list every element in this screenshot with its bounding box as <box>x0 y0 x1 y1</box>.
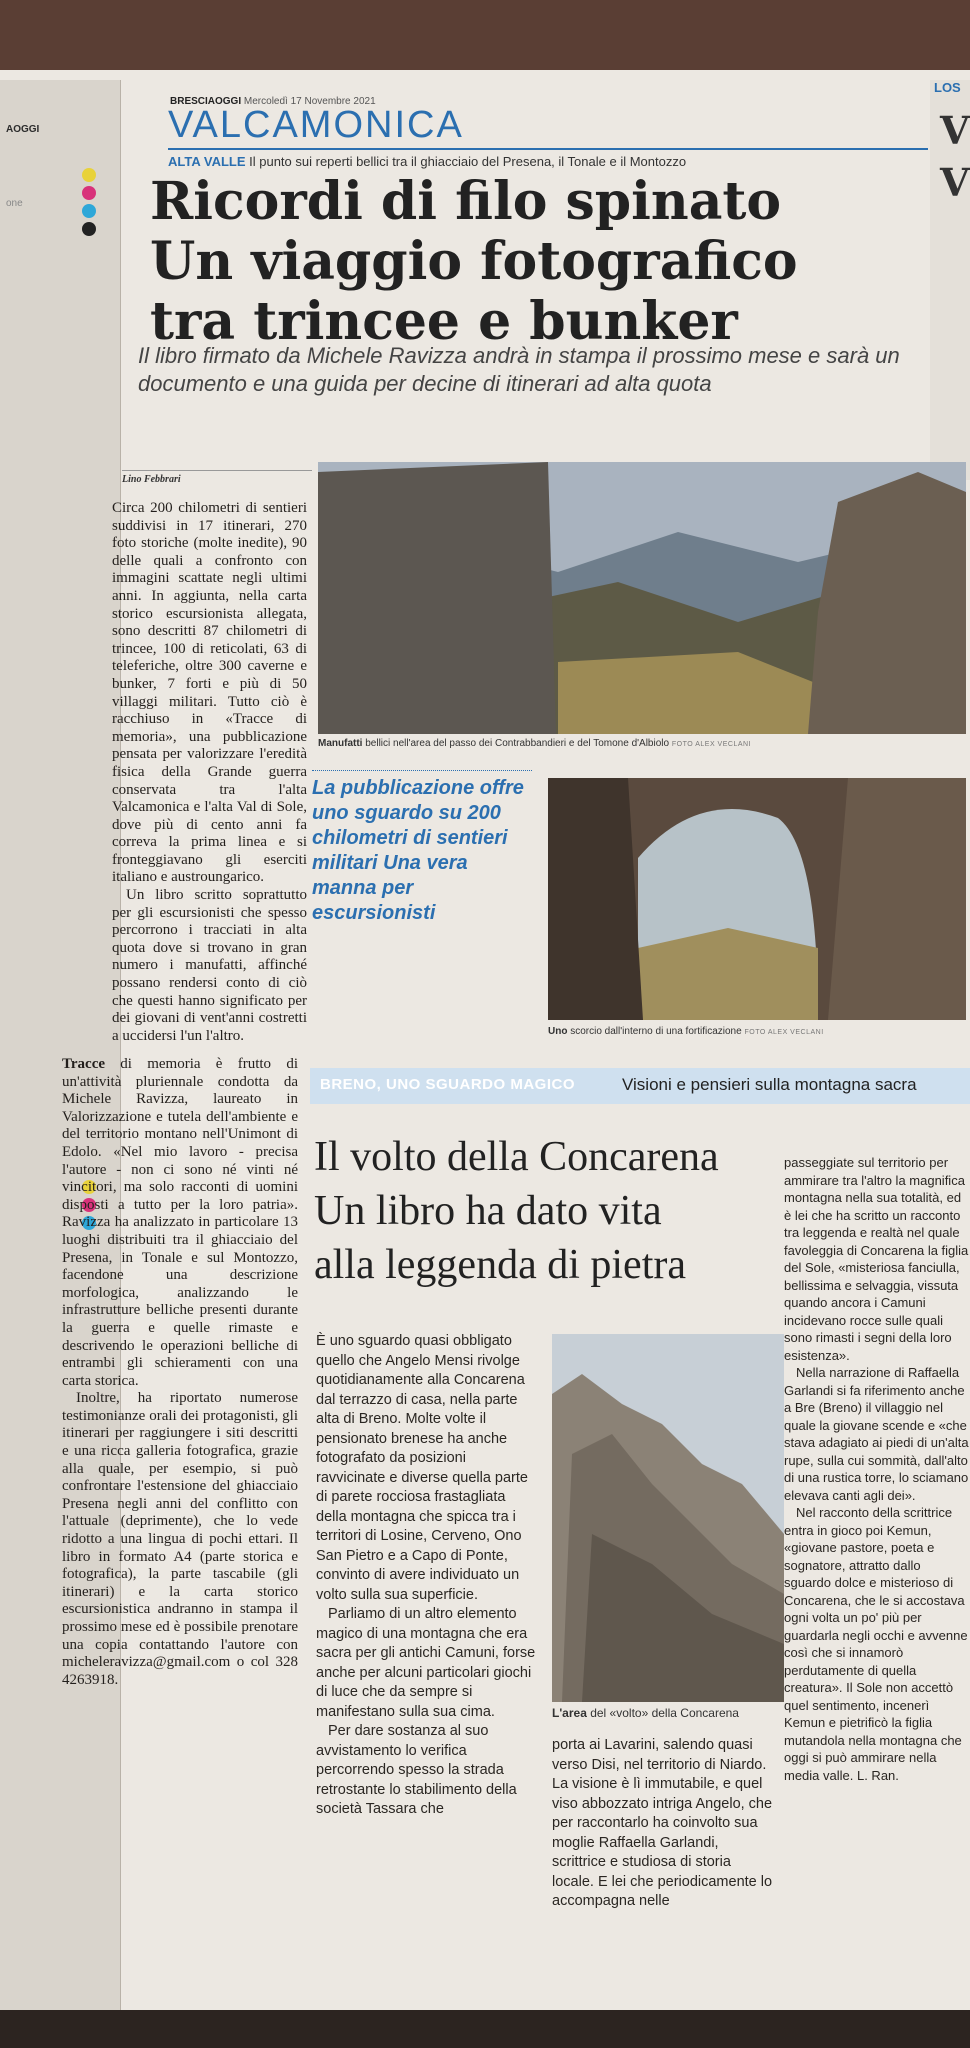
subheadline: Il libro firmato da Michele Ravizza andrà in stampa il prossimo mese e sarà un documento e una guida per decine di itinerari ad alta quota <box>138 343 900 396</box>
next-page-edge <box>930 80 970 480</box>
issue-date: Mercoledì 17 Novembre 2021 <box>243 96 376 107</box>
section-band <box>310 1068 970 1104</box>
caption-lead: Uno <box>548 1026 568 1037</box>
photo-mountain-ruins <box>318 462 966 734</box>
photo-caption <box>552 1706 739 1720</box>
paragraph: Un libro scritto soprattutto per gli escursionisti che spesso percorrono i tracciati in alta quota dove si trovano in gran numero i manufatti, affinché possano rendersi conto di ciò che questi hanno significato per dei giovani di vent'anni costretti a uccidersi l'un l'altro. <box>112 887 307 1044</box>
headline-line: alla leggenda di pietra <box>314 1242 686 1288</box>
lead-word: Tracce <box>62 1056 106 1072</box>
byline: Lino Febbrari <box>122 474 181 485</box>
section-title: VALCAMONICA <box>168 104 464 146</box>
paragraph: Per dare sostanza al suo avvistamento lo verifica percorrendo spesso la strada retrostante lo stabilimento della società Tassara che <box>316 1723 517 1817</box>
paragraph: Nella narrazione di Raffaella Garlandi si fa riferimento anche a Bre (Breno) il villaggio nel quale la giovane scende e «che stava adagiato ai piedi di un'alta rupe, sulla cui sommità, dall'alto di una rustica torre, lo sciamano elevava canti agli dei». <box>784 1365 969 1503</box>
main-headline <box>150 172 870 352</box>
background-strip <box>0 0 970 70</box>
pullquote: La pubblicazione offre uno sguardo su 200 chilometri di sentieri militari Una vera manna per escursionisti <box>312 777 524 924</box>
headline-line: tra trincee e bunker <box>150 291 738 352</box>
headline-line: Un libro ha dato vita <box>314 1188 662 1234</box>
article2-column-c <box>784 1154 970 2014</box>
paragraph: Inoltre, ha riportato numerose testimonianze orali dei protagonisti, gli itinerari per raggiungere i siti descritti e una ricca galleria fotografica, grazie alla quale, per esempio, si può confrontare l'estensione del ghiacciaio Presena negli anni del conflitto con l'attuale (deprimente), che lo vede ridotto a una lingua di pochi ettari. Il libro in formato A4 (parte storica e fotografica), la parte tascabile (gli itinerari) e la carta storico escursionistica andranno in stampa il prossimo mese ed è possibile prenotare una copia contattando l'autore con micheleravizza@gmail.com o col 328 4263918. <box>62 1390 298 1688</box>
article2-column-b <box>552 1736 776 1996</box>
next-page-letter: V <box>940 160 970 205</box>
masthead: BRESCIAOGGI <box>170 96 242 107</box>
paragraph-text: di memoria è frutto di un'attività pluriennale condotta da Michele Ravizza, laureato in Valorizzazione e tutela dell'ambiente e del territorio montano nell'Unimont di Edolo. «Nel mio lavoro - precisa l'autore - non ci sono né vinti né vincitori, ma solo racconti di uomini disposti a tutto per la loro patria». Ravizza ha analizzato in particolare 13 luoghi distribuiti tra il ghiacciaio del Presena, in Tonale e sul Montozzo, facendone una descrizione morfologica, analizzando le infrastrutture belliche presenti durante la guerra e quelle rimaste e descrivendo le operazioni belliche di entrambi gli schieramenti con una carta storica. <box>62 1056 298 1389</box>
paragraph: È uno sguardo quasi obbligato quello che Angelo Mensi rivolge quotidianamente alla Concarena dal terrazzo di casa, nella parte alta di Breno. Molte volte il pensionato brenese ha anche fotografato da posizioni ravvicinate e diverse quella parte di parete rocciosa frastagliata della montagna che spicca tra i territori di Losine, Cerveno, Ono San Pietro e a Capo di Ponte, convinto di avere individuato un volto sulla sua superficie. <box>316 1333 528 1603</box>
byline-rule <box>122 470 312 471</box>
article2-column-a <box>316 1332 538 2012</box>
photo-caption <box>318 738 751 749</box>
paragraph: Nel racconto della scrittrice entra in gioco poi Kemun, «giovane pastore, poeta e sognatore, attratto dallo sguardo dolce e misterioso di Concarena, che le si accostava ogni volta un po' più per guardarla negli occhi e avvenne così che si innamorò perdutamente di quella creatura». Il Sole non accettò quel sentimento, incenerì Kemun e pietrificò la figlia mutandola nella montagna che oggi si può ammirare nella media valle. L. Ran. <box>784 1505 968 1783</box>
headline-line: Ricordi di filo spinato <box>150 171 782 232</box>
color-dot <box>82 222 96 236</box>
color-dot <box>82 186 96 200</box>
left-page-mark: one <box>6 198 23 209</box>
color-dot <box>82 204 96 218</box>
photo-caption <box>548 1026 824 1037</box>
caption-lead: Manufatti <box>318 738 363 749</box>
photo-concarena <box>552 1334 784 1702</box>
photo-credit: FOTO ALEX VECLANI <box>744 1029 824 1036</box>
kicker-text: Il punto sui reperti bellici tra il ghiacciaio del Presena, il Tonale e il Montozzo <box>245 154 687 169</box>
pullquote-rule <box>312 770 532 773</box>
paragraph: Parliamo di un altro elemento magico di una montagna che era sacra per gli antichi Camuni, forse anche per alcuni particolari giochi di luce che da sempre si manifestano sulla sua cima. <box>316 1606 536 1720</box>
left-page-mark: AOGGI <box>6 124 40 135</box>
next-page-label: LOS <box>934 80 961 95</box>
caption-text: bellici nell'area del passo dei Contrabbandieri e del Tomone d'Albiolo <box>362 738 670 749</box>
caption-text: del «volto» della Concarena <box>586 1706 739 1720</box>
secondary-headline <box>314 1130 784 1292</box>
section-rule <box>168 148 928 150</box>
next-page-letter: V <box>940 108 970 153</box>
article-column-2 <box>62 1056 298 2016</box>
color-dot <box>82 168 96 182</box>
band-topic: Visioni e pensieri sulla montagna sacra <box>622 1075 917 1094</box>
photo-credit: FOTO ALEX VECLANI <box>671 741 752 748</box>
headline-line: Il volto della Concarena <box>314 1134 719 1180</box>
article-column-1 <box>112 500 307 1044</box>
kicker <box>168 154 686 169</box>
background-bottom <box>0 2010 970 2048</box>
kicker-label: ALTA VALLE <box>168 154 246 169</box>
photo-fortification-arch <box>548 778 966 1020</box>
headline-line: Un viaggio fotografico <box>150 231 798 292</box>
paragraph: Circa 200 chilometri di sentieri suddivisi in 17 itinerari, 270 foto storiche (molte inedite), 90 delle quali a confronto con immagini scattate negli ultimi anni. In aggiunta, nella carta storico escursionista allegata, sono descritti 87 chilometri di trincee, 100 di reticolati, 63 di teleferiche, oltre 300 caverne e bunker, 7 forti e più di 50 villaggi militari. Tutto ciò è racchiuso in «Tracce di memoria», una pubblicazione pensata per valorizzare l'eredità fisica della Grande guerra conservata tra l'alta Valcamonica e l'alta Val di Sole, dove più di cento anni fa correva la prima linea e si fronteggiavano gli eserciti italiano e austroungarico. <box>112 500 307 886</box>
paragraph: porta ai Lavarini, salendo quasi verso Disi, nel territorio di Niardo. La visione è lì immutabile, e quel viso abbozzato intriga Angelo, che per raccontarlo ha coinvolto sua moglie Raffaella Garlandi, scrittrice e studiosa di storia locale. E lei che periodicamente lo accompagna nelle <box>552 1737 773 1909</box>
band-tag: BRENO, UNO SGUARDO MAGICO <box>320 1076 576 1093</box>
paragraph: passeggiate sul territorio per ammirare tra l'altro la magnifica montagna nella sua totalità, ed è lei che ha scritto un racconto tra leggenda e realtà nel quale favoleggia di Concarena la figlia del Sole, «misteriosa fanciulla, bellissima e selvaggia, vissuta quando ancora i Camuni incidevano rocce sulle quali sono rimasti i segni della loro esistenza». <box>784 1155 969 1363</box>
caption-text: scorcio dall'interno di una fortificazione <box>567 1026 742 1037</box>
caption-lead: L'area <box>552 1706 587 1720</box>
paragraph <box>62 1056 298 1390</box>
